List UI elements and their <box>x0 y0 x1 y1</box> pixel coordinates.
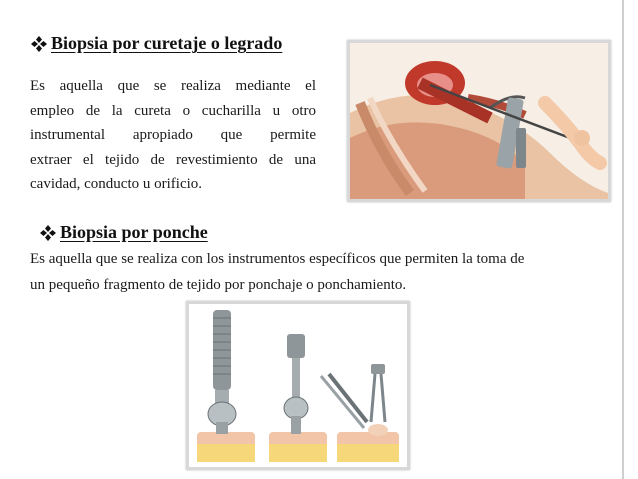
heading-ponche-text: Biopsia por ponche <box>60 222 208 242</box>
paragraph-line: Es aquella que se realiza con los instrumentos específicos que permiten la toma de <box>30 251 525 267</box>
curettage-illustration <box>347 40 611 202</box>
paragraph-ponche <box>30 246 608 298</box>
heading-ponche <box>39 222 208 243</box>
tissue-sample <box>197 432 399 462</box>
punch-biopsy-illustration <box>186 301 410 470</box>
paragraph-line: instrumental apropiado que permite <box>30 127 316 143</box>
paragraph-line: empleo de la cureta o cucharilla u otro <box>30 102 316 119</box>
paragraph-line: extraer el tejido de revestimiento de una <box>30 151 316 168</box>
heading-curetaje <box>30 33 282 54</box>
diamond-bullet-icon <box>39 224 57 242</box>
paragraph-line: un pequeño fragmento de tejido por ponchaje o ponchamiento. <box>30 277 407 293</box>
paragraph-curetaje <box>30 74 316 197</box>
paragraph-line: cavidad, conducto u orificio. <box>30 176 203 192</box>
paragraph-line: Es aquella que se realiza mediante el <box>30 78 316 94</box>
heading-curetaje-text: Biopsia por curetaje o legrado <box>51 33 283 53</box>
slide-edge-rule <box>622 0 624 479</box>
diamond-bullet-icon <box>30 35 48 53</box>
